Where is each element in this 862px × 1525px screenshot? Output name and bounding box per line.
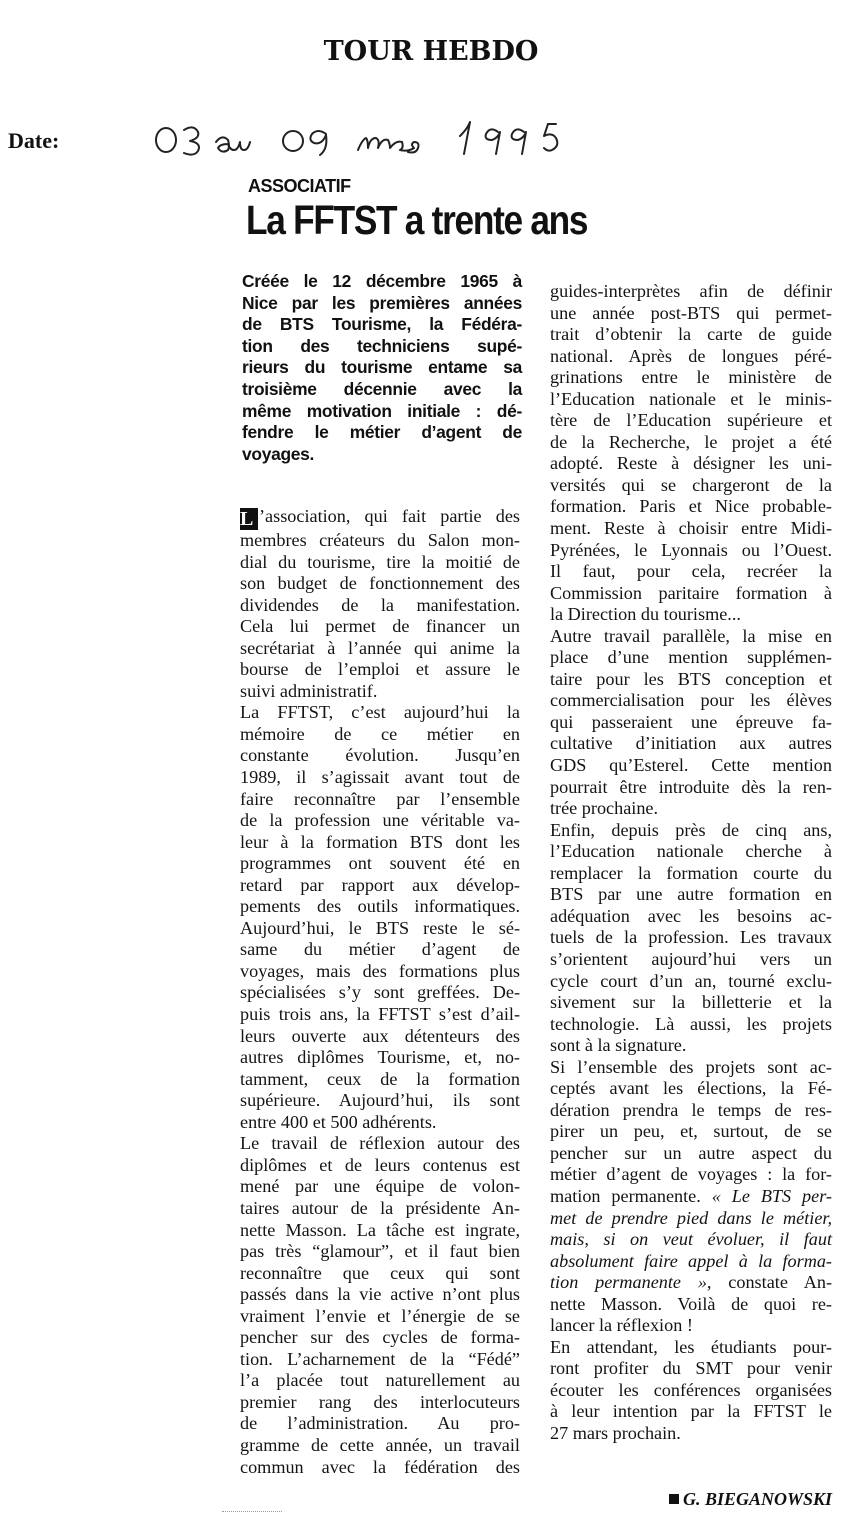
body-line: trée prochaine. [550, 798, 659, 819]
body-line: suivi administratif. [240, 680, 378, 701]
body-line: Autre travail parallèle, la mise en [550, 625, 832, 646]
quote-line: absolument faire appel à la forma- [550, 1250, 832, 1271]
lead-line: voyages. [242, 443, 315, 464]
body-line-first [240, 506, 520, 530]
handwritten-date-signature [88, 112, 628, 164]
body-line: reconnaître que ceux qui sont [240, 1262, 520, 1283]
body-line: constante évolution. Jusqu’en [240, 745, 520, 766]
body-line: 1989, il s’agissait avant tout de [240, 767, 520, 788]
body-line: versités qui se chargeront de la [550, 474, 832, 495]
quote-text: tion permanente » [550, 1272, 707, 1293]
body-line: pements des outils informatiques. [240, 896, 520, 917]
square-bullet-icon [669, 1494, 679, 1504]
body-line: son budget de fonctionnement des [240, 573, 520, 594]
body-line-first-text: ’association, qui fait partie des [259, 506, 520, 526]
body-line: adopté. Reste à désigner les uni- [550, 453, 832, 474]
body-line: nette Masson. Voilà de quoi re- [550, 1293, 832, 1314]
handwritten-date [88, 112, 628, 169]
body-line: leur à la formation BTS dont les [240, 831, 520, 852]
body-line: formation. Paris et Nice probable- [550, 496, 832, 517]
article-headline: La FFTST a trente ans [246, 197, 588, 243]
body-line: qui passeraient une épreuve fa- [550, 711, 832, 732]
body-line: grinations entre le ministère de [550, 367, 832, 388]
right-body-lines-b [550, 1294, 832, 1445]
quote-intro: mation permanente. [550, 1185, 712, 1206]
body-line: cultative d’initiation aux autres [550, 733, 832, 754]
body-line: autres diplômes Tourisme, et, no- [240, 1047, 520, 1068]
body-line: métier d’agent de voyages : la for- [550, 1164, 832, 1185]
body-line: l’Education nationale et le minis- [550, 388, 832, 409]
body-line: passés dans la vie active n’ont plus [240, 1284, 520, 1305]
body-line: tuels de la profession. Les travaux [550, 927, 832, 948]
lead-line: de BTS Tourisme, la Fédéra- [242, 314, 522, 335]
body-line: GDS qu’Esterel. Cette mention [550, 755, 832, 776]
body-line: technologie. Là aussi, les projets [550, 1013, 832, 1034]
body-line: de l’administration. Au pro- [240, 1413, 520, 1434]
body-line: premier rang des interlocuteurs [240, 1391, 520, 1412]
body-line [550, 1186, 832, 1208]
body-line: Il faut, pour cela, recréer la [550, 561, 832, 582]
section-rubric: ASSOCIATIF [248, 176, 351, 196]
body-line: cycle court d’un an, tourné exclu- [550, 970, 832, 991]
body-line: supérieure. Aujourd’hui, ils sont [240, 1090, 520, 1111]
quote-attribution: , constate An- [706, 1272, 833, 1293]
drop-cap: L [240, 508, 258, 530]
lead-line: fendre le métier d’agent de [242, 422, 522, 443]
body-line: taire pour les BTS conception et [550, 668, 832, 689]
quote-text: « Le BTS per- [711, 1185, 832, 1206]
body-line: une année post-BTS qui permet- [550, 302, 832, 323]
body-line: pencher sur des cycles de forma- [240, 1327, 520, 1348]
body-line: Commission paritaire formation à [550, 582, 832, 603]
lead-line: Créée le 12 décembre 1965 à [242, 271, 522, 291]
body-line: adéquation avec les besoins ac- [550, 905, 832, 926]
body-line: bourse de l’emploi et assure le [240, 659, 520, 680]
byline [600, 1489, 832, 1510]
body-line: Cela lui permet de financer un [240, 616, 520, 637]
body-line: ment. Reste à choisir entre Midi- [550, 518, 832, 539]
body-line: tère de l’Education supérieure et [550, 410, 832, 431]
body-line: vraiment l’envie et l’énergie de se [240, 1305, 520, 1326]
body-line: Le travail de réflexion autour des [240, 1133, 520, 1154]
article-lead [242, 271, 522, 465]
body-line: remplacer la formation courte du [550, 862, 832, 883]
body-line: Aujourd’hui, le BTS reste le sé- [240, 917, 520, 938]
body-line: tamment, ceux de la formation [240, 1068, 520, 1089]
body-line: puis trois ans, la FFTST s’est d’ail- [240, 1004, 520, 1025]
body-line: Si l’ensemble des projets sont ac- [550, 1056, 832, 1077]
body-line: commercialisation pour les élèves [550, 690, 832, 711]
body-line: gramme de cette année, un travail [240, 1434, 520, 1455]
body-line: programmes ont souvent été en [240, 853, 520, 874]
body-line: voyages, mais des formations plus [240, 960, 520, 981]
author-name: G. BIEGANOWSKI [682, 1489, 832, 1509]
body-line: Pyrénées, le Lyonnais ou l’Ouest. [550, 539, 832, 560]
lead-line: tion des techniciens supé- [242, 335, 522, 356]
lead-line: troisième décennie avec la [242, 378, 522, 399]
body-line: sont à la signature. [550, 1035, 687, 1056]
body-line: same du métier d’agent de [240, 939, 520, 960]
left-body-lines [240, 530, 520, 1478]
body-line: entre 400 et 500 adhérents. [240, 1111, 437, 1132]
body-line: taires autour de la présidente An- [240, 1197, 520, 1218]
body-line: place d’une mention supplémen- [550, 647, 832, 668]
body-line: dial du tourisme, tire la moitié de [240, 551, 520, 572]
body-line: En attendant, les étudiants pour- [550, 1336, 832, 1357]
body-line: s’orientent aujourd’hui vers un [550, 948, 832, 969]
body-line: leurs ouverte aux détenteurs des [240, 1025, 520, 1046]
body-line: Enfin, depuis près de cinq ans, [550, 819, 832, 840]
body-line: pencher sur un autre aspect du [550, 1142, 832, 1163]
body-line: de la Recherche, le projet a été [550, 431, 832, 452]
article-column-right [550, 281, 832, 1445]
body-line: l’Education nationale cherche à [550, 841, 832, 862]
body-line: 27 mars prochain. [550, 1422, 681, 1443]
scan-artifact-divider [222, 1511, 282, 1512]
body-line: retard par rapport aux dévelop- [240, 874, 520, 895]
right-body-lines-a [550, 281, 832, 1186]
body-line: pas très “glamour”, et il faut bien [240, 1241, 520, 1262]
quote-line: mais, si on veut évoluer, il faut [550, 1229, 832, 1250]
quote-line: met de prendre pied dans le métier, [550, 1207, 832, 1228]
body-line: écouter les conférences organisées [550, 1379, 832, 1400]
body-line: dération prendra le temps de res- [550, 1099, 832, 1120]
body-line: tion. L’acharnement de la “Fédé” [240, 1348, 520, 1369]
body-line: pourrait être introduite dès la ren- [550, 776, 832, 797]
body-line: BTS par une autre formation en [550, 884, 832, 905]
lead-line: Nice par les premières années [242, 292, 522, 313]
body-line: ront profiter du SMT pour venir [550, 1358, 832, 1379]
body-line: trait d’obtenir la carte de guide [550, 324, 832, 345]
body-line: nette Masson. La tâche est ingrate, [240, 1219, 520, 1240]
body-line: secrétariat à l’année qui anime la [240, 637, 520, 658]
body-line: dividendes de la manifestation. [240, 594, 520, 615]
lead-line: même motivation initiale : dé- [242, 400, 522, 421]
body-line: pirer un peu, et, surtout, de se [550, 1121, 832, 1142]
body-line: spécialisées s’y sont greffées. De- [240, 982, 520, 1003]
body-line: lancer la réflexion ! [550, 1315, 693, 1336]
body-line: membres créateurs du Salon mon- [240, 530, 520, 550]
body-line: commun avec la fédération des [240, 1456, 520, 1477]
body-line: mené par une équipe de volon- [240, 1176, 520, 1197]
body-line: à leur intention par la FFTST le [550, 1401, 832, 1422]
date-label: Date: [8, 128, 60, 153]
publication-name: TOUR HEBDO [323, 36, 539, 67]
body-line: sivement sur la billetterie et la [550, 992, 832, 1013]
body-line: de la profession une véritable va- [240, 810, 520, 831]
body-line: national. Après de longues péré- [550, 345, 832, 366]
body-line [550, 1272, 832, 1294]
body-line: La FFTST, c’est aujourd’hui la [240, 702, 520, 723]
body-line: l’a placée tout naturellement au [240, 1370, 520, 1391]
body-line: la Direction du tourisme... [550, 604, 741, 625]
body-line: guides-interprètes afin de définir [550, 281, 832, 301]
body-line: faire reconnaître par l’ensemble [240, 788, 520, 809]
lead-line: rieurs du tourisme entame sa [242, 357, 522, 378]
body-line: diplômes et de leurs contenus est [240, 1154, 520, 1175]
article-column-left [240, 506, 520, 1478]
body-line: ceptés avant les élections, la Fé- [550, 1078, 832, 1099]
body-line: mémoire de ce métier en [240, 723, 520, 744]
